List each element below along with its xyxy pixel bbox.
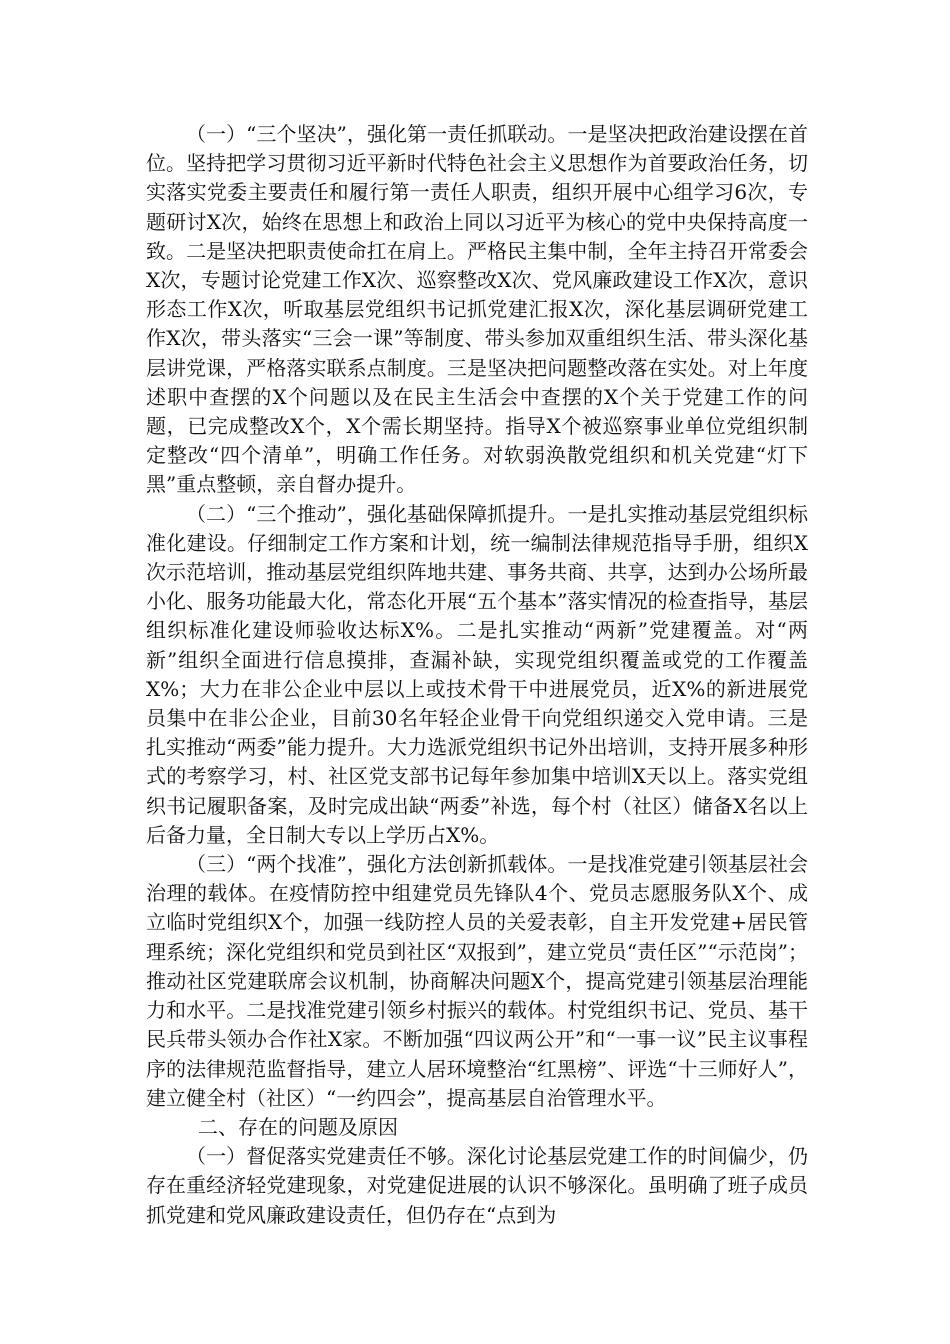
paragraph-3: （三）“两个找准”，强化方法创新抓载体。一是找准党建引领基层社会治理的载体。在疫情防控中组建党员先锋队4个、党员志愿服务队X个、成立临时党组织X个，加强一线防控人员的关爱表彰，自主开发党建+居民管理系统；深化党组织和党员到社区“双报到”，建立党员“责任区”“示范岗”；推动社区党建联席会议机制，协商解决问题X个，提高党建引领基层治理能力和水平。二是找准党建引领乡村振兴的载体。村党组织书记、党员、基干民兵带头领办合作社X家。不断加强“四议两公开”和“一事一议”民主议事程序的法律规范监督指导，建立人居环境整治“红黑榜”、评选“十三师好人”，建立健全村（社区）“一约四会”，提高基层自治管理水平。 (146, 852, 808, 1110)
paragraph-1: （一）“三个坚决”，强化第一责任抓联动。一是坚决把政治建设摆在首位。坚持把学习贯彻习近平新时代特色社会主义思想作为首要政治任务，切实落实党委主要责任和履行第一责任人职责，组织开展中心组学习6次，专题研讨X次，始终在思想上和政治上同以习近平为核心的党中央保持高度一致。二是坚决把职责使命扛在肩上。严格民主集中制，全年主持召开常委会X次，专题讨论党建工作X次、巡察整改X次、党风廉政建设工作X次，意识形态工作X次，听取基层党组织书记抓党建汇报X次，深化基层调研党建工作X次，带头落实“三会一课”等制度、带头参加双重组织生活、带头深化基层讲党课，严格落实联系点制度。三是坚决把问题整改落在实处。对上年度述职中查摆的X个问题以及在民主生活会中查摆的X个关于党建工作的问题，已完成整改X个，X个需长期坚持。指导X个被巡察事业单位党组织制定整改“四个清单”，明确工作任务。对软弱涣散党组织和机关党建“灯下黑”重点整顿，亲自督办提升。 (146, 122, 808, 497)
document-body (146, 120, 808, 1230)
paragraph-4: （一）督促落实党建责任不够。深化讨论基层党建工作的时间偏少，仍存在重经济轻党建现象，对党建促进展的认识不够深化。虽明确了班子成员抓党建和党风廉政建设责任，但仍存在“点到为 (146, 1144, 808, 1227)
section-heading: 二、存在的问题及原因 (198, 1114, 398, 1139)
paragraph-2: （二）“三个推动”，强化基础保障抓提升。一是扎实推动基层党组织标准化建设。仔细制定工作方案和计划，统一编制法律规范指导手册，组织X次示范培训，推动基层党组织阵地共建、事务共商、共享，达到办公场所最小化、服务功能最大化，常态化开展“五个基本”落实情况的检查指导，基层组织标准化建设师验收达标X%。二是扎实推动“两新”党建覆盖。对“两新”组织全面进行信息摸排，查漏补缺，实现党组织覆盖或党的工作覆盖X%；大力在非公企业中层以上或技术骨干中进展党员，近X%的新进展党员集中在非公企业，目前30名年轻企业骨干向党组织递交入党申请。三是扎实推动“两委”能力提升。大力选派党组织书记外出培训，支持开展多种形式的考察学习，村、社区党支部书记每年参加集中培训X天以上。落实党组织书记履职备案，及时完成出缺“两委”补选，每个村（社区）储备X名以上后备力量，全日制大专以上学历占X%。 (146, 501, 808, 847)
